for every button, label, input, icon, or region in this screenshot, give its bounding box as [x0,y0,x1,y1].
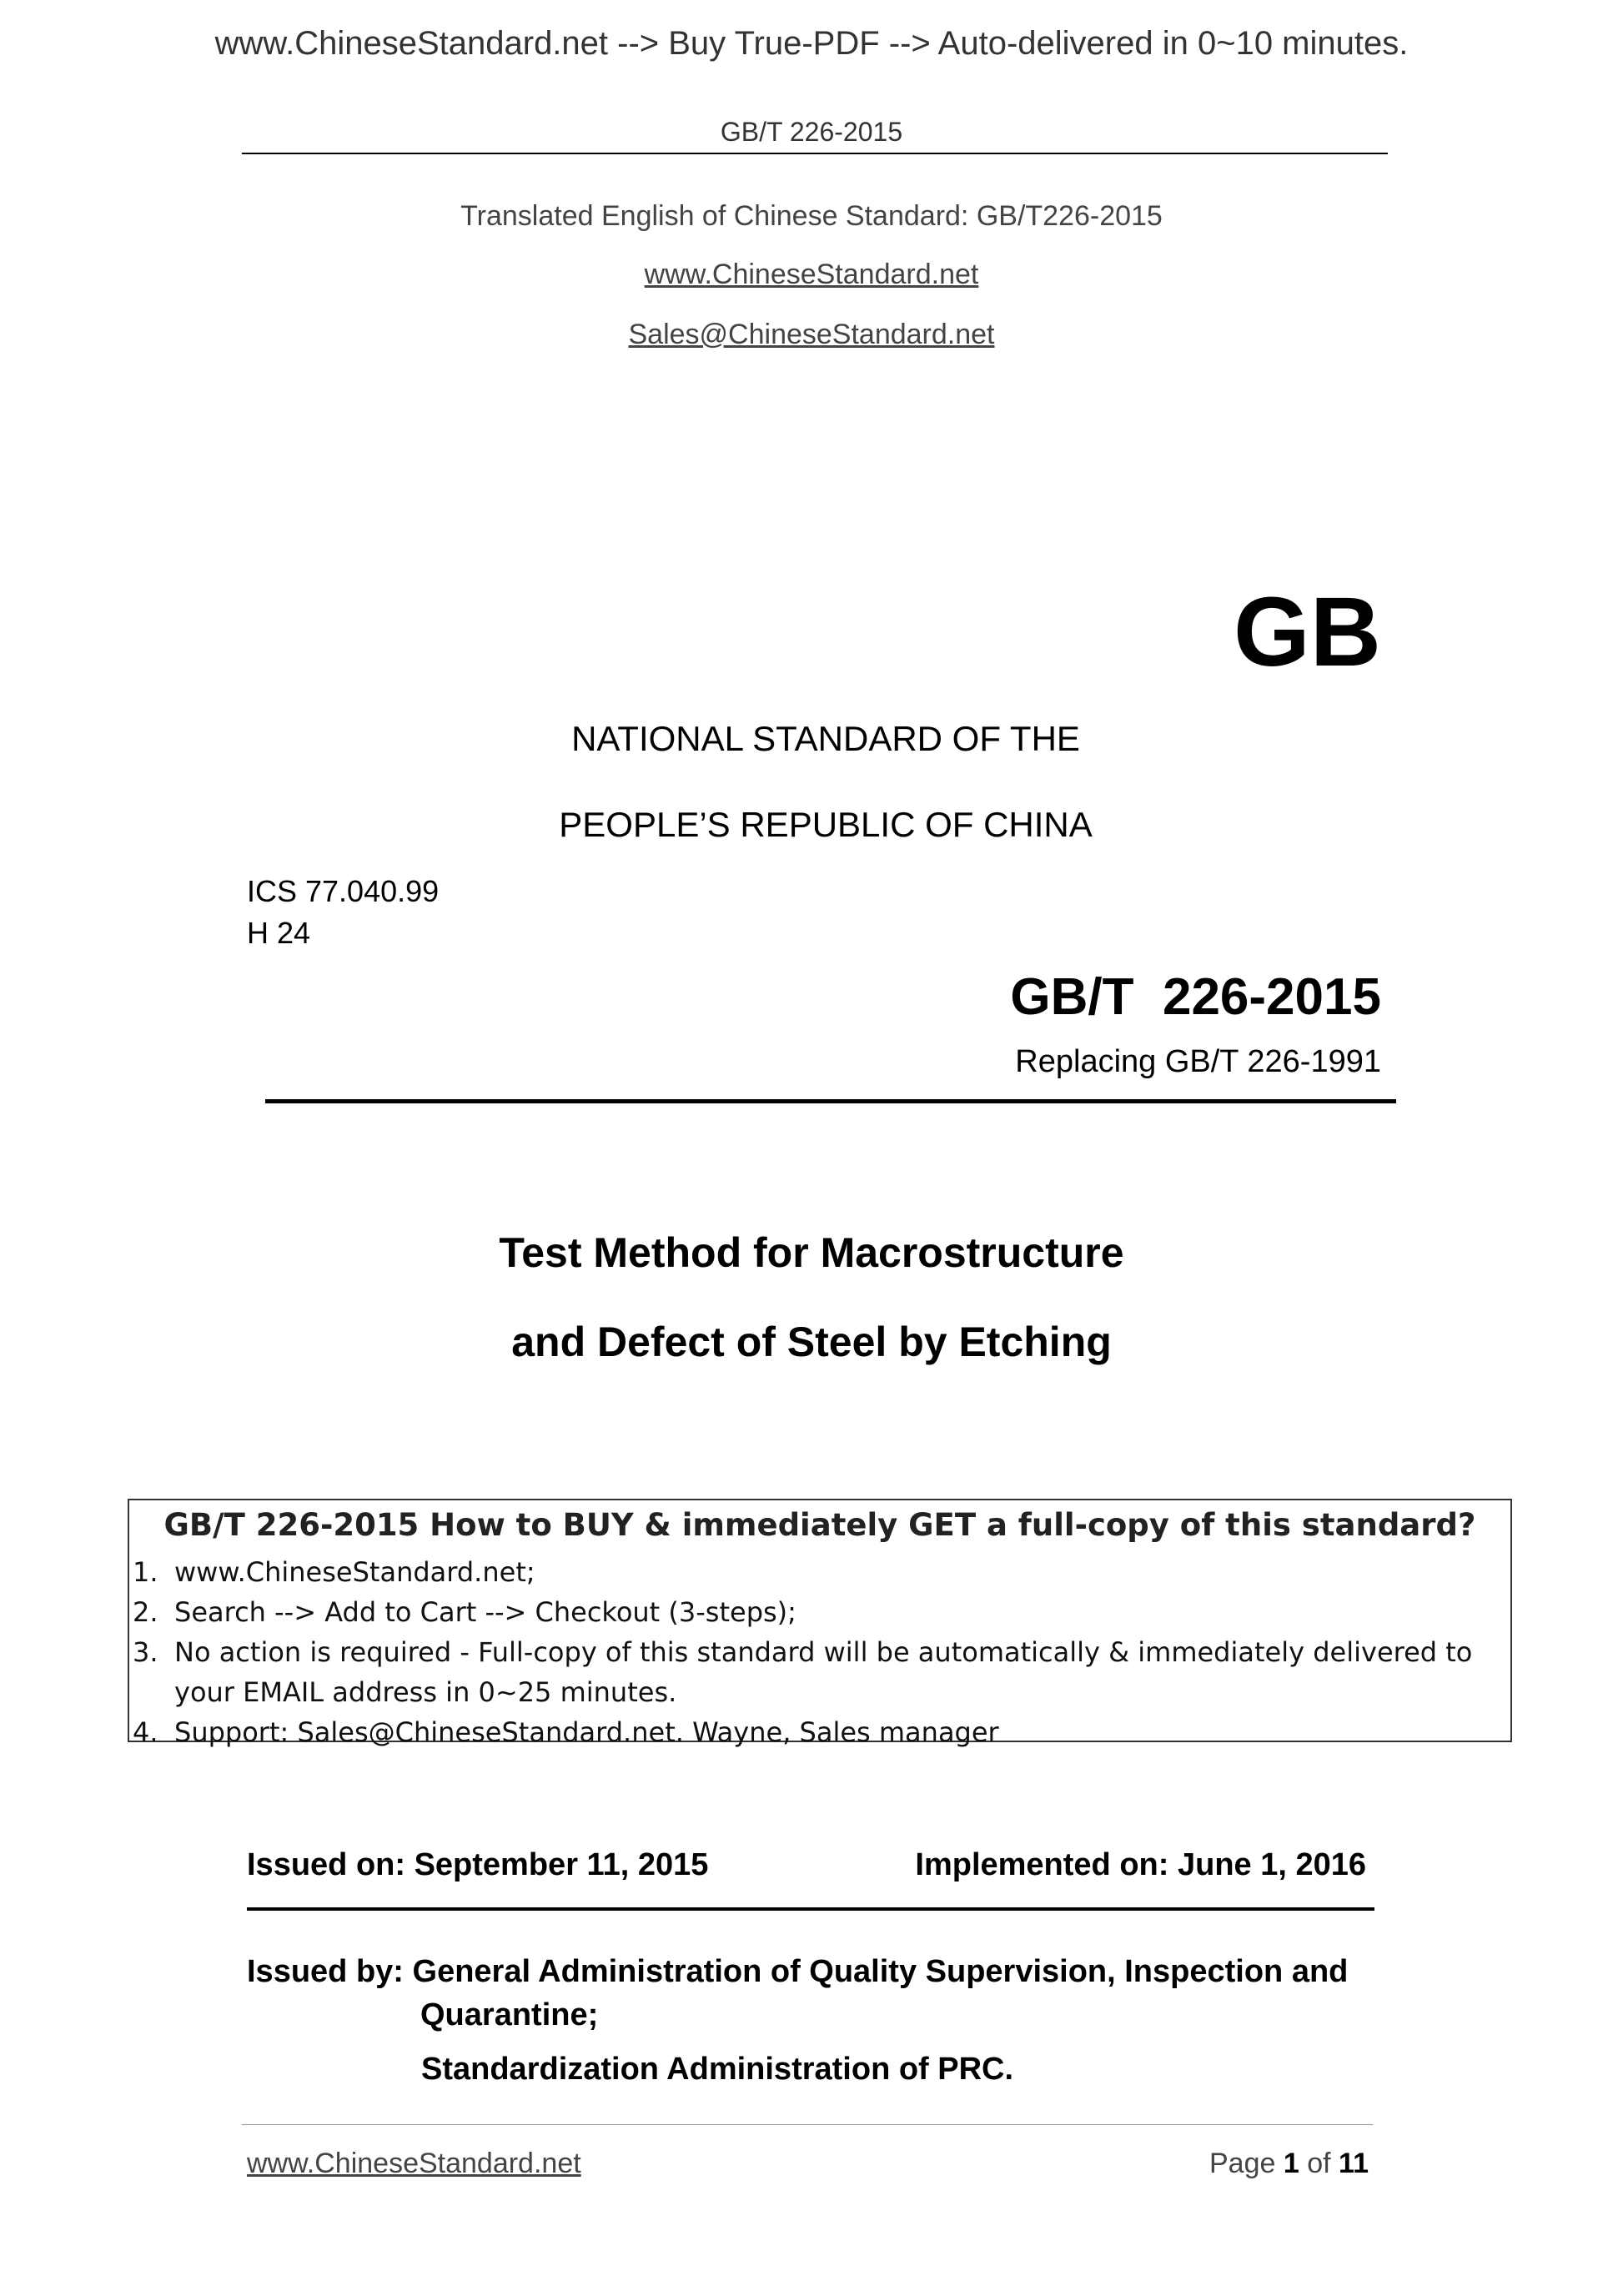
cover-divider [265,1099,1396,1103]
issued-by-line2: Quarantine; [420,1997,599,2032]
national-standard-line1: NATIONAL STANDARD OF THE [571,719,1080,758]
header-standard-code: GB/T 226-2015 [720,117,903,147]
document-title-line1: Test Method for Macrostructure [499,1229,1124,1276]
buy-steps-list [129,1552,1475,1752]
translation-note: Translated English of Chinese Standard: GB/T226-2015 [460,200,1163,232]
footer-divider [242,2124,1373,2125]
issued-by-line1: General Administration of Quality Supervision, Inspection and [412,1954,1349,1989]
document-title-line2: and Defect of Steel by Etching [511,1319,1112,1365]
page-current: 1 [1283,2148,1299,2179]
standard-number: GB/T 226-2015 [1010,968,1381,1026]
replacing-note: Replacing GB/T 226-1991 [1015,1044,1381,1079]
top-banner: www.ChineseStandard.net --> Buy True-PDF --> Auto-delivered in 0~10 minutes. [214,25,1409,62]
step-number: 3. [133,1636,158,1668]
website-link[interactable]: www.ChineseStandard.net [644,259,979,290]
page-indicator [1209,2148,1369,2180]
issue-divider [247,1907,1374,1911]
h-code: H 24 [247,916,311,950]
list-item [129,1632,1475,1712]
header-divider [242,153,1388,154]
list-item [129,1592,1475,1632]
step-number: 2. [133,1596,158,1628]
step-text: Search --> Add to Cart --> Checkout (3-steps); [174,1596,796,1628]
issued-on-date: Issued on: September 11, 2015 [247,1847,709,1882]
footer-website-link[interactable]: www.ChineseStandard.net [247,2148,581,2179]
step-number: 4. [133,1716,158,1748]
implemented-on-date: Implemented on: June 1, 2016 [915,1847,1366,1882]
issued-by-block [247,1950,1398,2037]
page-label: Page [1209,2148,1276,2179]
page-total: 11 [1339,2148,1369,2179]
issued-by-line3: Standardization Administration of PRC. [421,2052,1014,2087]
step-number: 1. [133,1556,158,1588]
buy-instructions-box [128,1499,1512,1748]
national-standard-line2: PEOPLE’S REPUBLIC OF CHINA [559,805,1093,844]
email-link[interactable]: Sales@ChineseStandard.net [628,319,995,350]
step-text: No action is required - Full-copy of this standard will be automatically & immediately delivered to your EMAIL address in 0~25 minutes. [174,1636,1473,1708]
list-item [129,1712,1475,1752]
list-item [129,1552,1475,1592]
step-text: Support: Sales@ChineseStandard.net. Wayne, Sales manager [174,1716,999,1748]
ics-code: ICS 77.040.99 [247,874,440,908]
gb-mark: GB [1234,577,1381,687]
page-of: of [1307,2148,1331,2179]
step-text[interactable]: www.ChineseStandard.net; [174,1556,535,1588]
issued-by-label: Issued by: [247,1954,404,1989]
buy-box-title: GB/T 226-2015 How to BUY & immediately GET a full-copy of this standard? [163,1507,1476,1543]
